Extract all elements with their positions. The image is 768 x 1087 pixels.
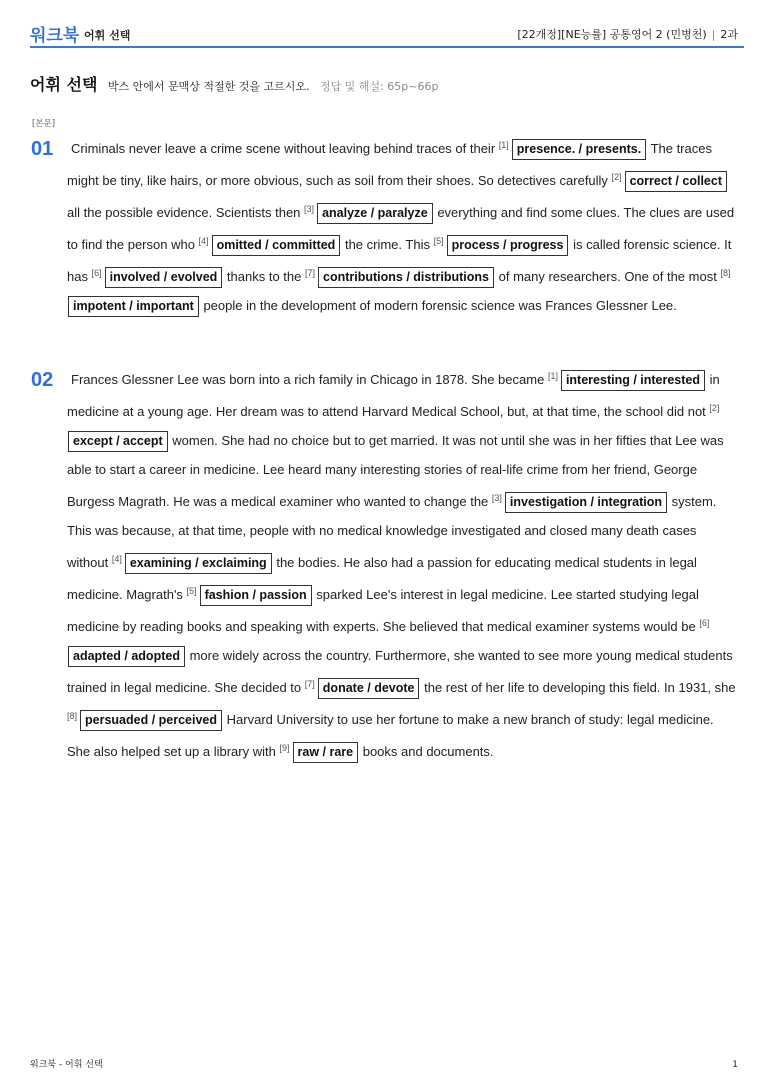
blank-marker: [8]: [720, 268, 731, 278]
passage-text: thanks to the: [226, 269, 302, 284]
passage-01: [31, 131, 739, 320]
instruction-text: 박스 안에서 문맥상 적절한 것을 고르시오.: [107, 80, 310, 93]
passage-text: sparked Lee's interest in legal medicine. Lee started studying legal medicine by reading books and speaking with experts. She believed that medical examiner systems would be: [67, 587, 699, 634]
choice-box[interactable]: persuaded / perceived: [80, 710, 222, 731]
book-title: [22개정][NE능률] 공통영어 2 (민병천): [517, 28, 707, 41]
passage-text: women. She had no choice but to get married. It was not until she was in her fifties that Lee was able to start a career in medicine. Lee heard many interesting stories of real-life crime from her friend, George Burgess Magrath. He was a medical examiner who wanted to change the: [67, 433, 724, 509]
blank-marker: [7]: [305, 268, 316, 278]
blank-marker: [6]: [699, 618, 710, 628]
blank-marker: [5]: [186, 586, 197, 596]
passage-02: [31, 362, 739, 766]
header-subtitle: 어휘 선택: [84, 29, 131, 42]
choice-box[interactable]: fashion / passion: [200, 585, 312, 606]
blank-marker: [4]: [111, 554, 122, 564]
choice-box[interactable]: involved / evolved: [105, 267, 223, 288]
blank-marker: [2]: [709, 403, 720, 413]
blank-marker: [4]: [198, 236, 209, 246]
header-separator: |: [711, 28, 716, 41]
passage-text: everything and find some clues. The clues are used to find the person who: [67, 205, 735, 252]
answer-reference: 정답 및 해설: 65p~66p: [319, 80, 439, 93]
blank-marker: [7]: [304, 679, 315, 689]
choice-box[interactable]: examining / exclaiming: [125, 553, 272, 574]
passage-text: all the possible evidence. Scientists then: [67, 205, 301, 220]
blank-marker: [2]: [611, 172, 622, 182]
choice-box[interactable]: donate / devote: [318, 678, 420, 699]
passage-text: is called forensic science. It has: [67, 237, 732, 284]
choice-box[interactable]: contributions / distributions: [318, 267, 494, 288]
lesson-label: 2과: [720, 28, 738, 41]
blank-marker: [6]: [91, 268, 102, 278]
passage-text: the crime. This: [344, 237, 430, 252]
choice-box[interactable]: raw / rare: [293, 742, 359, 763]
passage-text: of many researchers. One of the most: [498, 269, 717, 284]
blank-marker: [1]: [498, 140, 509, 150]
choice-box[interactable]: adapted / adopted: [68, 646, 185, 667]
blank-marker: [8]: [67, 711, 78, 721]
passage-text: Harvard University to use her fortune to make a new branch of study: legal medicine. She also helped set up a library with: [67, 712, 714, 759]
blank-marker: [5]: [433, 236, 444, 246]
passage-number: 01: [31, 138, 54, 160]
section-label: [본문]: [32, 119, 56, 129]
choice-box[interactable]: except / accept: [68, 431, 168, 452]
blank-marker: [3]: [491, 493, 502, 503]
passage-text: system. This was because, at that time, people with no medical knowledge investigated and closed many death cases without: [67, 494, 717, 570]
choice-box[interactable]: presence. / presents.: [512, 139, 646, 160]
blank-marker: [9]: [279, 743, 290, 753]
passage-text: in medicine at a young age. Her dream was to attend Harvard Medical School, but, at that time, the school did not: [67, 372, 720, 419]
choice-box[interactable]: investigation / integration: [505, 492, 667, 513]
passage-text: Frances Glessner Lee was born into a rich family in Chicago in 1878. She became: [71, 372, 545, 387]
footer-title: 워크북 - 어휘 선택: [30, 1060, 103, 1070]
passage-text: the bodies. He also had a passion for educating medical students in legal medicine. Magrath's: [67, 555, 697, 602]
page-title: 어휘 선택: [30, 75, 98, 94]
passage-text: people in the development of modern forensic science was Frances Glessner Lee.: [203, 298, 677, 313]
passage-text: more widely across the country. Furthermore, she wanted to see more young medical students trained in legal medicine. She decided to: [67, 648, 733, 695]
passage-text: The traces might be tiny, like hairs, or more obvious, such as soil from their shoes. So detectives carefully: [67, 141, 712, 188]
choice-box[interactable]: correct / collect: [625, 171, 727, 192]
passage-text: books and documents.: [362, 744, 494, 759]
brand-logo-text: 워크북: [30, 26, 80, 46]
page-number: 1: [732, 1060, 738, 1070]
page-header: [30, 20, 744, 48]
choice-box[interactable]: analyze / paralyze: [317, 203, 433, 224]
passage-number: 02: [31, 369, 54, 391]
blank-marker: [1]: [547, 371, 558, 381]
title-row: [30, 72, 744, 96]
passage-text: Criminals never leave a crime scene without leaving behind traces of their: [71, 141, 496, 156]
blank-marker: [3]: [304, 204, 315, 214]
choice-box[interactable]: interesting / interested: [561, 370, 705, 391]
header-book-info: [517, 26, 738, 42]
choice-box[interactable]: impotent / important: [68, 296, 199, 317]
passage-text: the rest of her life to developing this field. In 1931, she: [424, 680, 736, 695]
choice-box[interactable]: omitted / committed: [212, 235, 341, 256]
choice-box[interactable]: process / progress: [447, 235, 569, 256]
